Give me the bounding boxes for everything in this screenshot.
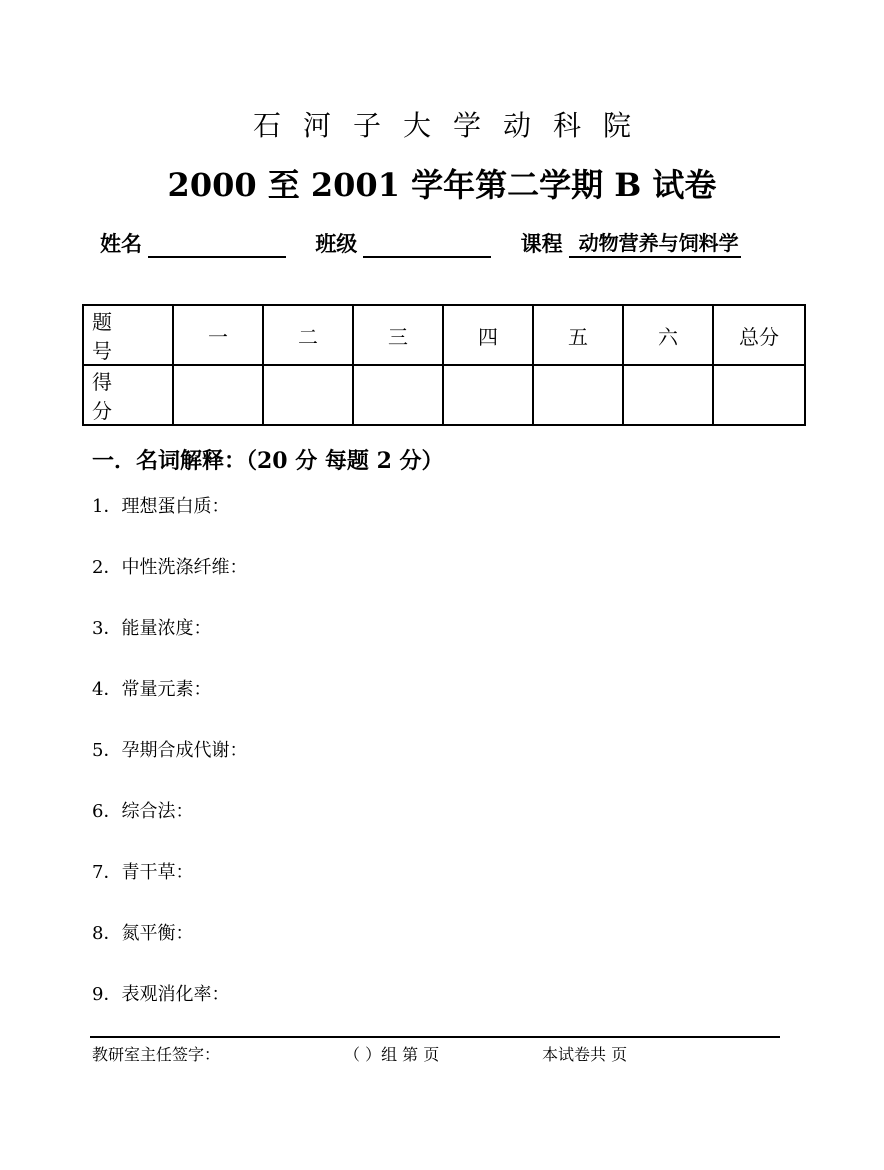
column-header: 三 bbox=[353, 305, 443, 365]
name-blank[interactable] bbox=[148, 230, 286, 258]
name-label: 姓名 bbox=[100, 231, 142, 256]
school-name: 石河子大学动科院 bbox=[252, 109, 653, 142]
student-info-row bbox=[100, 228, 800, 258]
score-cell[interactable] bbox=[533, 365, 623, 425]
score-cell-total[interactable] bbox=[713, 365, 805, 425]
director-signature-label: 教研室主任签字： bbox=[92, 1045, 221, 1064]
question-item: 9．表观消化率： bbox=[92, 984, 230, 1005]
question-item: 1．理想蛋白质： bbox=[92, 496, 230, 517]
column-header: 五 bbox=[533, 305, 623, 365]
score-table-score-row bbox=[83, 365, 805, 425]
score-label: 得 分 bbox=[83, 365, 173, 425]
question-item: 4．常量元素： bbox=[92, 679, 212, 700]
column-header: 二 bbox=[263, 305, 353, 365]
exam-title: 2000 至 2001 学年第二学期 B 试卷 bbox=[167, 166, 717, 204]
course-label: 课程 bbox=[520, 231, 563, 256]
section-title: 一．名词解释：（20 分 每题 2 分） bbox=[92, 448, 444, 474]
question-item: 3．能量浓度： bbox=[92, 618, 212, 639]
question-item: 5．孕期合成代谢： bbox=[92, 740, 248, 761]
score-table-header-row bbox=[83, 305, 805, 365]
course-value: 动物营养与饲料学 bbox=[569, 230, 741, 258]
class-blank[interactable] bbox=[363, 230, 491, 258]
column-header: 六 bbox=[623, 305, 713, 365]
score-cell[interactable] bbox=[443, 365, 533, 425]
score-cell[interactable] bbox=[173, 365, 263, 425]
question-number-label: 题 号 bbox=[83, 305, 173, 365]
score-cell[interactable] bbox=[263, 365, 353, 425]
column-header: 四 bbox=[443, 305, 533, 365]
class-label: 班级 bbox=[315, 231, 358, 256]
group-page-label: （ ）组 第 页 bbox=[344, 1045, 440, 1064]
question-list bbox=[92, 492, 247, 1041]
score-cell[interactable] bbox=[353, 365, 443, 425]
column-header-total: 总分 bbox=[713, 305, 805, 365]
footer-divider bbox=[90, 1036, 780, 1038]
question-item: 6．综合法： bbox=[92, 801, 194, 822]
score-table bbox=[82, 304, 806, 426]
total-pages-label: 本试卷共 页 bbox=[542, 1045, 628, 1064]
question-item: 2．中性洗涤纤维： bbox=[92, 557, 248, 578]
column-header: 一 bbox=[173, 305, 263, 365]
question-item: 8．氮平衡： bbox=[92, 923, 194, 944]
question-item: 7．青干草： bbox=[92, 862, 194, 883]
score-cell[interactable] bbox=[623, 365, 713, 425]
